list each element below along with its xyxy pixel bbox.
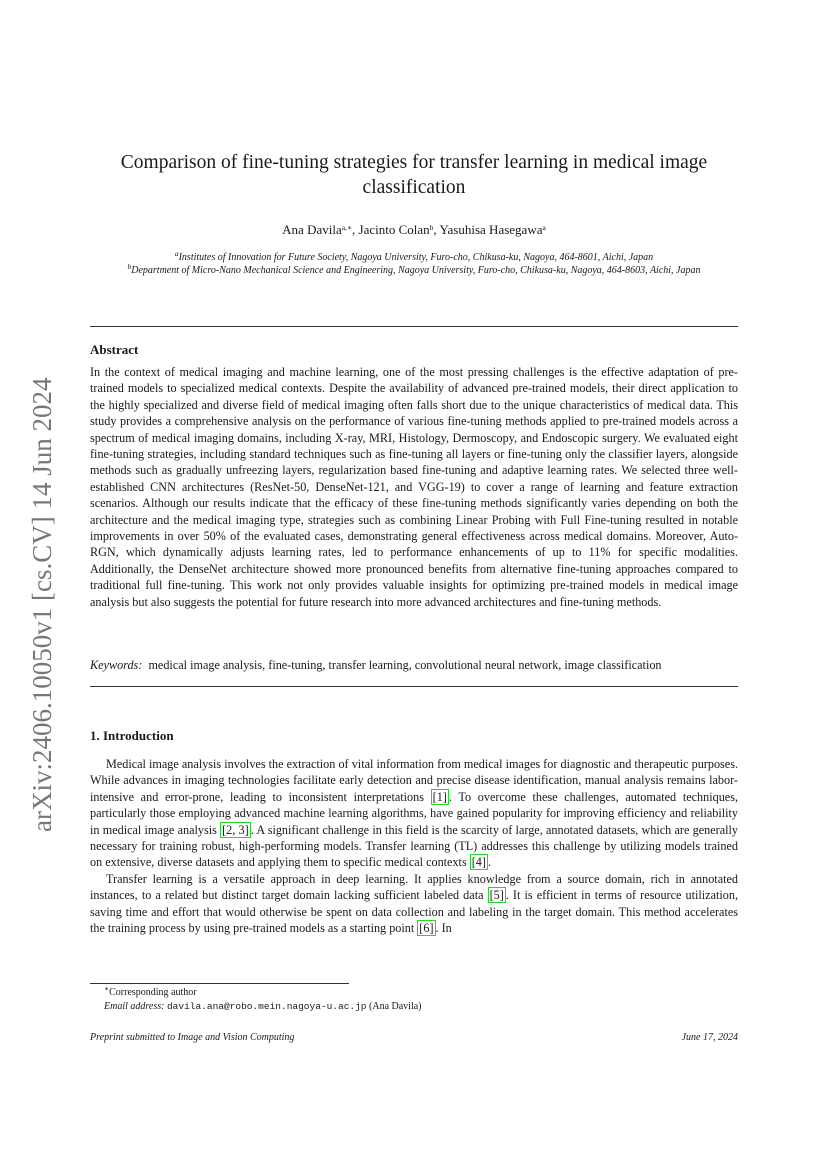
citation-link[interactable]: [5] [489, 888, 504, 903]
author-affiliation-mark: a,∗ [341, 223, 353, 232]
intro-paragraph-1: Medical image analysis involves the extraction of vital information from medical images for diagnostic and therapeutic purposes. While advances in imaging technologies facilitate early detection and precise disease identification, manual analysis remains labor-intensive and error-prone, leading to inconsistent interpretations [1] . To overcome these challenges, automated techniques, particularly those employing advanced machine learning algorithms, have gained popularity for improving efficiency and reliability in medical image analysis [2, 3] . A significant challenge in this field is the scarcity of large, annotated datasets, which are generally necessary for training robust, high-performing models. Transfer learning (TL) addresses this challenge by utilizing models trained on extensive, diverse datasets and applying them to specific medical contexts [4] . [90, 757, 738, 870]
abstract-body [90, 364, 738, 610]
section-heading-introduction: 1. Introduction [90, 728, 174, 743]
citation-link[interactable]: [6] [419, 921, 434, 936]
citation-link[interactable]: [2, 3] [222, 822, 249, 837]
top-rule [90, 326, 738, 327]
affiliation-b: $^b$Department of Micro-Nano Mechanical Science and Engineering, Nagoya University, Furo-cho, Chikusa-ku, Nagoya, 464-8603, Aichi, Japan [127, 262, 701, 276]
author-affiliation-mark: a [542, 223, 546, 232]
author-name: Ana Davila [282, 222, 342, 237]
paper-title: Comparison of fine-tuning strategies for transfer learning in medical image classification [120, 152, 708, 198]
footer-journal: Preprint submitted to Image and Vision Computing [90, 1032, 295, 1043]
arxiv-identifier: arXiv:2406.10050v1 [cs.CV] 14 Jun 2024 [27, 377, 57, 833]
footnote-rule [90, 983, 349, 984]
abstract-heading: Abstract [90, 342, 139, 357]
introduction-body [90, 756, 738, 936]
author-name: Yasuhisa Hasegawa [439, 222, 543, 237]
citation-link[interactable]: [4] [471, 855, 486, 870]
author-list: Ana Davila$^{a,∗}$, Jacinto Colan$^b$, Yasuhisa Hasegawa$^a$ [282, 222, 546, 237]
keywords-label: Keywords: [90, 658, 143, 672]
abstract-text: In the context of medical imaging and machine learning, one of the most pressing challenges is the effective adaptation of pre-trained models to specialized medical contexts. Despite the availability of advanced pre-trained models, their direct application to the highly specialized and diverse field of medical imaging often falls short due to the unique characteristics of medical data. This study provides a comprehensive analysis on the performance of various fine-tuning methods applied to pre-trained models across a spectrum of medical imaging domains, including X-ray, MRI, Histology, Dermoscopy, and Endoscopic surgery. We evaluated eight fine-tuning strategies, including standard techniques such as fine-tuning all layers or fine-tuning only the classifier layers, alongside methods such as gradually unfreezing layers, regularization based fine-tuning and adaptive learning rates. We selected three well-established CNN architectures (ResNet-50, DenseNet-121, and VGG-19) to cover a range of learning and feature extraction scenarios. Although our results indicate that the efficacy of these fine-tuning methods significantly varies depending on both the architecture and the medical imaging type, strategies such as combining Linear Probing with Full Fine-tuning resulted in notable improvements in over 50% of the evaluated cases, demonstrating general effectiveness across medical domains. Moreover, Auto-RGN, which dynamically adjusts learning rates, led to performance enhancements of up to 11% for specific modalities. Additionally, the DenseNet architecture showed more pronounced benefits from alternative fine-tuning approaches compared to traditional full fine-tuning. This work not only provides valuable insights for optimizing pre-trained models in medical image analysis but also suggests the potential for future research into more advanced architectures and fine-tuning methods. [90, 365, 738, 609]
bottom-rule [90, 686, 738, 687]
author-name: Jacinto Colan [358, 222, 430, 237]
email-link[interactable]: davila.ana@robo.mein.nagoya-u.ac.jp [166, 1001, 367, 1012]
keywords-text: medical image analysis, fine-tuning, transfer learning, convolutional neural network, image classification [148, 658, 662, 672]
affiliation-a: $^a$Institutes of Innovation for Future Society, Nagoya University, Furo-cho, Chikusa-ku, Nagoya, 464-8601, Aichi, Japan [174, 249, 654, 263]
footnote-corresponding: ∗Corresponding author [104, 984, 197, 998]
footnote-email: Email address: davila.ana@robo.mein.nagoya-u.ac.jp (Ana Davila) [104, 1001, 422, 1012]
citation-link[interactable]: [1] [432, 789, 447, 804]
keywords [90, 658, 738, 673]
author-affiliation-mark: b [429, 223, 434, 232]
intro-paragraph-2: Transfer learning is a versatile approach in deep learning. It applies knowledge from a source domain, rich in annotated instances, to a related but distinct target domain lacking sufficient labeled data [5] . It is efficient in terms of resource utilization, saving time and effort that would otherwise be spent on data collection and labeling in the target domain. This method accelerates the training process by using pre-trained models as a starting point [6] . In [90, 871, 738, 936]
footer-date: June 17, 2024 [681, 1032, 738, 1043]
